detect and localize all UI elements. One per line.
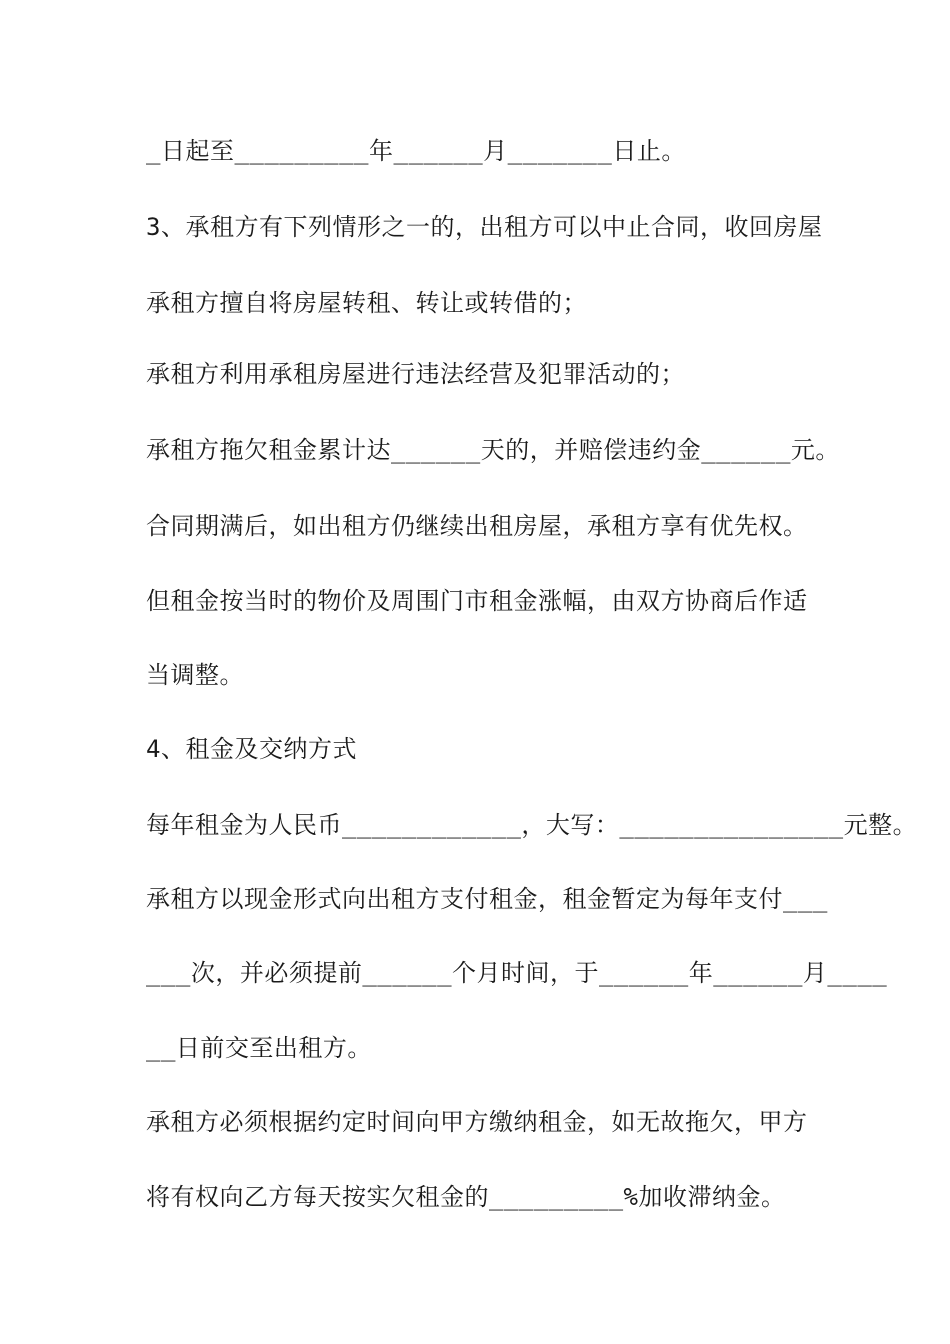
text-line: 承租方拖欠租金累计达______天的，并赔偿违约金______元。	[146, 436, 840, 464]
text-line: 合同期满后，如出租方仍继续出租房屋，承租方享有优先权。	[146, 512, 808, 540]
text-line: 承租方以现金形式向出租方支付租金，租金暂定为每年支付___	[146, 885, 828, 913]
text-line: 承租方擅自将房屋转租、转让或转借的；	[146, 289, 587, 317]
text-line: 将有权向乙方每天按实欠租金的_________%加收滞纳金。	[146, 1183, 786, 1211]
text-line: 但租金按当时的物价及周围门市租金涨幅，由双方协商后作适	[146, 587, 808, 615]
text-line: 3、承租方有下列情形之一的，出租方可以中止合同，收回房屋	[146, 213, 823, 241]
text-line: 每年租金为人民币____________，大写：_______________元整。	[146, 811, 918, 839]
text-line: 承租方利用承租房屋进行违法经营及犯罪活动的；	[146, 360, 685, 388]
text-line: _日起至_________年______月_______日止。	[146, 137, 686, 165]
text-line: ___次，并必须提前______个月时间，于______年______月____	[146, 959, 888, 987]
section-heading: 4、租金及交纳方式	[146, 735, 357, 763]
text-line: 承租方必须根据约定时间向甲方缴纳租金，如无故拖欠，甲方	[146, 1108, 808, 1136]
text-line: __日前交至出租方。	[146, 1034, 372, 1062]
text-line: 当调整。	[146, 661, 244, 689]
